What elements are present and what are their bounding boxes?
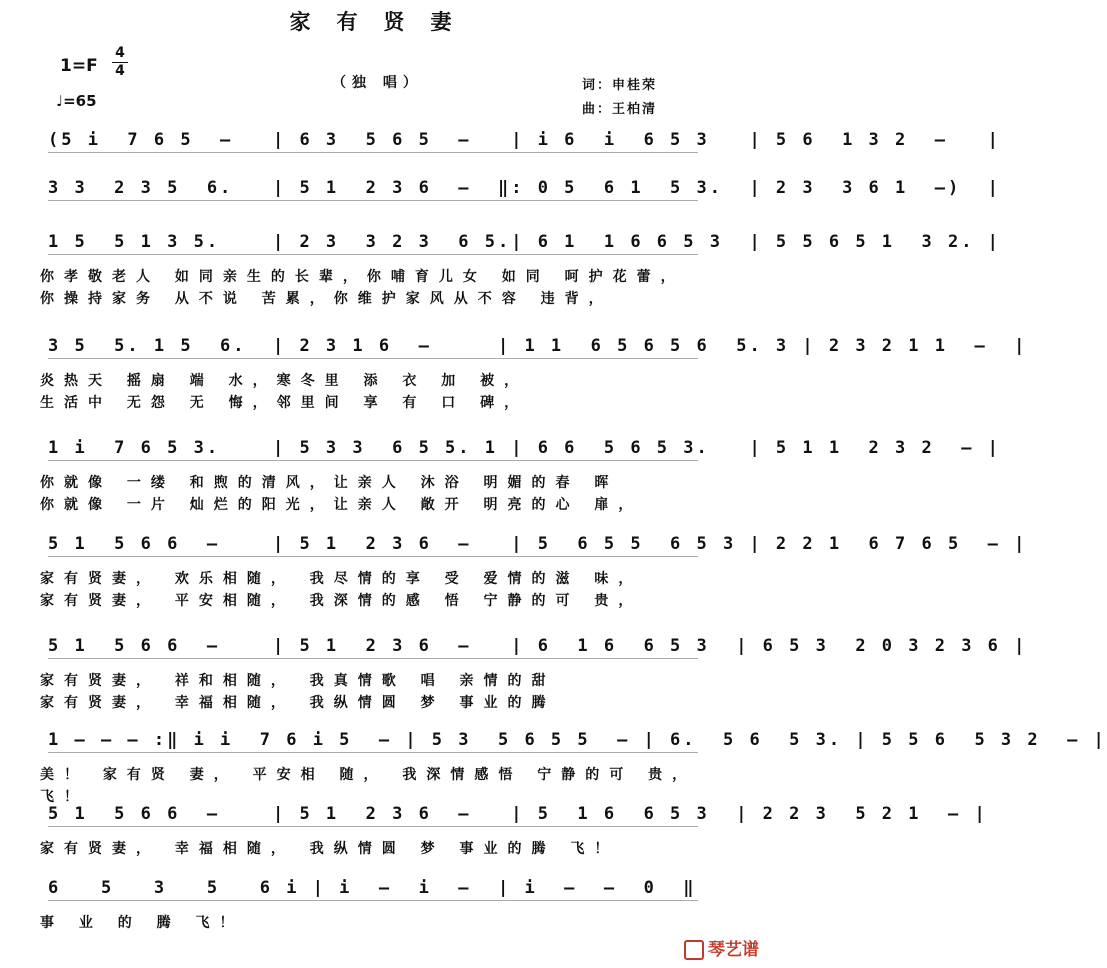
lyric-row: 家有贤妻， 幸福相随， 我纵情圆 梦 事业的腾 <box>40 695 556 711</box>
lyric-row: 事 业 的 腾 飞！ <box>40 915 244 931</box>
lyric-row: 你就像 一片 灿烂的阳光，让亲人 敞开 明亮的心 扉， <box>40 497 643 513</box>
beam-line <box>48 556 698 557</box>
notation-row: 1 – – – :‖ i i 7 6 i 5 – | 5 3 5 6 5 5 – | 6. 5 6 5 3. | 5 5 6 5 3 2 – | <box>48 730 1107 750</box>
notation-row: 3 3 2 3 5 6. | 5 1 2 3 6 – ‖: 0 5 6 1 5 3. | 2 3 3 6 1 –) | <box>48 178 1001 198</box>
watermark-logo <box>684 935 759 960</box>
lyric-row: 生活中 无怨 无 悔，邻里间 享 有 口 碑， <box>40 395 529 411</box>
beam-line <box>48 460 698 461</box>
lyric-row: 你孝敬老人 如同亲生的长辈，你哺育儿女 如同 呵护花蕾， <box>40 269 685 285</box>
lyricist-credit: 词：申桂荣 <box>582 78 658 93</box>
lyric-row: 家有贤妻， 欢乐相随， 我尽情的享 受 爱情的滋 味， <box>40 571 643 587</box>
notation-row: 5 1 5 6 6 – | 5 1 2 3 6 – | 6 1 6 6 5 3 | 6 5 3 2 0 3 2 3 6 | <box>48 636 1028 656</box>
lyric-row: 你操持家务 从不说 苦累，你维护家风从不容 违背， <box>40 291 613 307</box>
beam-line <box>48 826 698 827</box>
notation-row: 5 1 5 6 6 – | 5 1 2 3 6 – | 5 1 6 6 5 3 | 2 2 3 5 2 1 – | <box>48 804 988 824</box>
logo-icon <box>684 940 704 960</box>
lyric-row: 家有贤妻， 祥和相随， 我真情歌 唱 亲情的甜 <box>40 673 556 689</box>
beam-line <box>48 152 698 153</box>
notation-row: 1 5 5 1 3 5. | 2 3 3 2 3 6 5.| 6 1 1 6 6 5 3 | 5 5 6 5 1 3 2. | <box>48 232 1001 252</box>
beam-line <box>48 254 698 255</box>
notation-row: 3 5 5. 1 5 6. | 2 3 1 6 – | 1 1 6 5 6 5 6 5. 3 | 2 3 2 1 1 – | <box>48 336 1028 356</box>
beam-line <box>48 900 698 901</box>
notation-row: (5 i 7 6 5 – | 6 3 5 6 5 – | i 6 i 6 5 3 | 5 6 1 3 2 – | <box>48 130 1001 150</box>
lyric-row: 你就像 一缕 和煦的清风，让亲人 沐浴 明媚的春 晖 <box>40 475 619 491</box>
beam-line <box>48 658 698 659</box>
lyric-row: 炎热天 摇扇 端 水，寒冬里 添 衣 加 被， <box>40 373 529 389</box>
beam-line <box>48 358 698 359</box>
page-title: 家有贤妻 <box>289 10 478 34</box>
notation-row: 1 i 7 6 5 3. | 5 3 3 6 5 5. 1 | 6 6 5 6 5 3. | 5 1 1 2 3 2 – | <box>48 438 1001 458</box>
key-signature: 1=F <box>60 56 98 76</box>
beam-line <box>48 200 698 201</box>
lyric-row: 美！ 家有贤 妻， 平安相 随， 我深情感悟 宁静的可 贵， <box>40 767 697 783</box>
notation-row: 6 5 3 5 6 i | i – i – | i – – 0 ‖ <box>48 878 697 898</box>
composer-credit: 曲：王柏清 <box>582 102 658 117</box>
tempo-marking: ♩=65 <box>56 92 97 110</box>
meter-top: 4 <box>115 45 125 61</box>
beam-line <box>48 752 698 753</box>
time-signature <box>112 46 128 79</box>
notation-row: 5 1 5 6 6 – | 5 1 2 3 6 – | 5 6 5 5 6 5 3 | 2 2 1 6 7 6 5 – | <box>48 534 1028 554</box>
lyric-row: 家有贤妻， 幸福相随， 我纵情圆 梦 事业的腾 飞！ <box>40 841 619 857</box>
lyric-row: 家有贤妻， 平安相随， 我深情的感 悟 宁静的可 贵， <box>40 593 643 609</box>
watermark-text: 琴艺谱 <box>708 940 759 960</box>
lyric-row: 飞！ <box>40 789 88 805</box>
performance-style: （独 唱） <box>332 75 423 91</box>
meter-bottom: 4 <box>115 63 125 79</box>
